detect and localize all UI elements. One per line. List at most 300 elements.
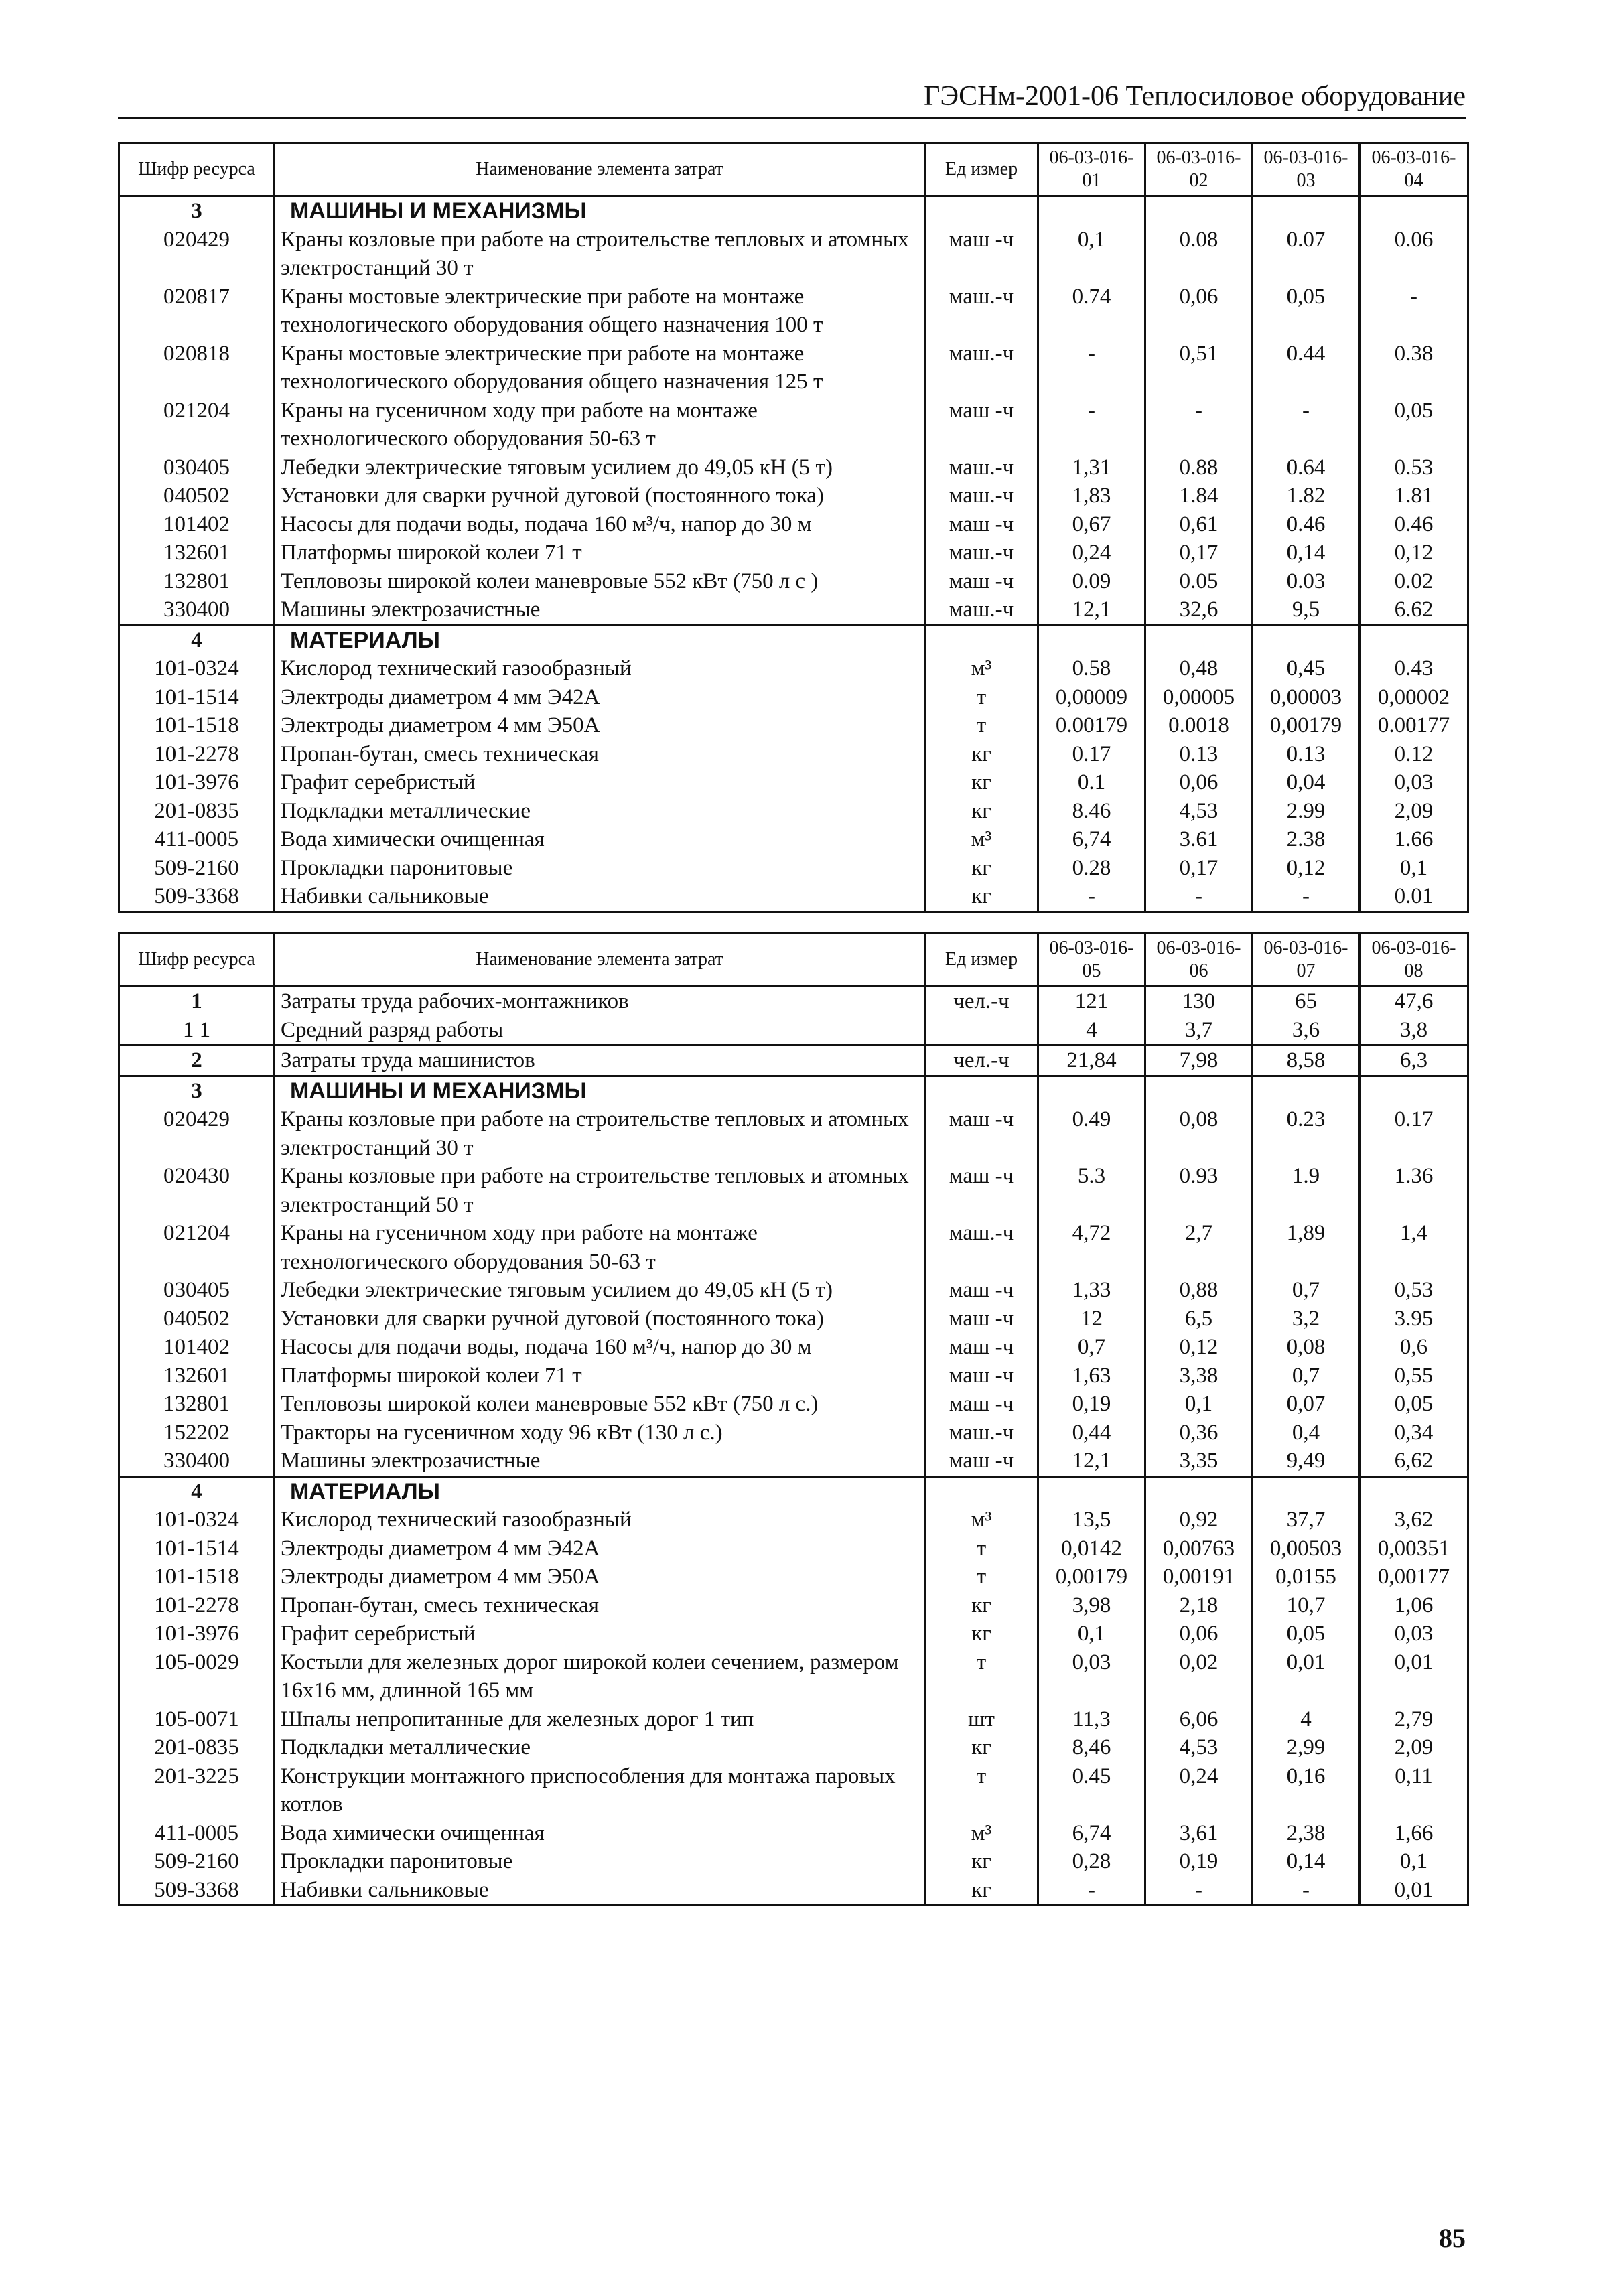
value-cell: 0.09 bbox=[1038, 567, 1145, 596]
value-cell: 4,53 bbox=[1145, 1733, 1253, 1762]
value-cell: 0.45 bbox=[1038, 1762, 1145, 1819]
resource-code-cell: 021204 bbox=[119, 1219, 275, 1276]
table-row bbox=[119, 1333, 1468, 1362]
value-cell: 0,05 bbox=[1360, 397, 1468, 453]
value-cell: 3,38 bbox=[1145, 1362, 1253, 1390]
value-cell: 0,06 bbox=[1145, 768, 1253, 797]
value-cell: 6,74 bbox=[1038, 825, 1145, 854]
table-row bbox=[119, 539, 1468, 567]
value-cell: 0,00179 bbox=[1038, 1563, 1145, 1591]
section-row bbox=[119, 1476, 1468, 1506]
value-cell: 2,18 bbox=[1145, 1591, 1253, 1620]
table-row bbox=[119, 1591, 1468, 1620]
resource-code-cell: 101-2278 bbox=[119, 740, 275, 769]
value-cell: 0.38 bbox=[1360, 340, 1468, 397]
value-cell: - bbox=[1253, 1876, 1360, 1906]
value-cell bbox=[1360, 1076, 1468, 1105]
value-cell: 1.66 bbox=[1360, 825, 1468, 854]
value-cell: 8,46 bbox=[1038, 1733, 1145, 1762]
resource-name-cell: Костыли для железных дорог широкой колеи сечением, размером 16х16 мм, длинной 165 мм bbox=[275, 1648, 925, 1705]
resource-name-cell: Насосы для подачи воды, подача 160 м³/ч, напор до 30 м bbox=[275, 1333, 925, 1362]
resource-name-cell: Лебедки электрические тяговым усилием до 49,05 кН (5 т) bbox=[275, 453, 925, 482]
section-row bbox=[119, 625, 1468, 654]
value-cell: 0,05 bbox=[1360, 1390, 1468, 1419]
value-cell: 0,53 bbox=[1360, 1276, 1468, 1305]
resource-name-cell: Графит серебристый bbox=[275, 768, 925, 797]
resource-code-cell: 020818 bbox=[119, 340, 275, 397]
value-cell: 130 bbox=[1145, 987, 1253, 1016]
table-header-row bbox=[119, 934, 1468, 987]
resource-code-cell: 101402 bbox=[119, 510, 275, 539]
table-row bbox=[119, 1620, 1468, 1648]
value-cell: 0,00351 bbox=[1360, 1534, 1468, 1563]
page-header bbox=[118, 79, 1466, 119]
value-cell: 8.46 bbox=[1038, 797, 1145, 826]
value-cell: 0,00003 bbox=[1253, 683, 1360, 712]
resource-code-cell: 040502 bbox=[119, 1305, 275, 1334]
value-cell: 0,16 bbox=[1253, 1762, 1360, 1819]
value-cell: 0,00005 bbox=[1145, 683, 1253, 712]
value-cell: 0,0155 bbox=[1253, 1563, 1360, 1591]
value-cell: 0.00177 bbox=[1360, 711, 1468, 740]
table-row bbox=[119, 1819, 1468, 1848]
value-cell: - bbox=[1360, 283, 1468, 340]
resource-name-cell: Набивки сальниковые bbox=[275, 882, 925, 912]
value-cell: 6,06 bbox=[1145, 1705, 1253, 1734]
value-cell: 3.95 bbox=[1360, 1305, 1468, 1334]
table-row bbox=[119, 1105, 1468, 1162]
value-cell bbox=[1253, 196, 1360, 226]
resource-name-cell: Вода химически очищенная bbox=[275, 1819, 925, 1848]
resource-code-cell: 105-0029 bbox=[119, 1648, 275, 1705]
table-row bbox=[119, 1762, 1468, 1819]
value-cell: - bbox=[1253, 882, 1360, 912]
col-header-code: Шифр ресурса bbox=[119, 143, 275, 196]
col-header-code: Шифр ресурса bbox=[119, 934, 275, 987]
unit-cell: м³ bbox=[925, 1506, 1038, 1534]
resource-name-cell: Графит серебристый bbox=[275, 1620, 925, 1648]
value-cell bbox=[1360, 1476, 1468, 1506]
unit-cell bbox=[925, 1476, 1038, 1506]
value-cell: 0.93 bbox=[1145, 1162, 1253, 1219]
unit-cell: маш.-ч bbox=[925, 595, 1038, 625]
value-cell: 3.61 bbox=[1145, 825, 1253, 854]
col-header-unit: Ед измер bbox=[925, 143, 1038, 196]
value-cell: 0,11 bbox=[1360, 1762, 1468, 1819]
resource-name-cell: Краны козловые при работе на строительстве тепловых и атомных электростанций 50 т bbox=[275, 1162, 925, 1219]
value-cell: 6,3 bbox=[1360, 1046, 1468, 1076]
resource-table-2 bbox=[118, 932, 1469, 1906]
value-cell: 1.84 bbox=[1145, 482, 1253, 510]
value-cell: - bbox=[1038, 397, 1145, 453]
value-cell: 3,8 bbox=[1360, 1016, 1468, 1046]
unit-cell: маш.-ч bbox=[925, 340, 1038, 397]
unit-cell: маш -ч bbox=[925, 1105, 1038, 1162]
table-row bbox=[119, 1847, 1468, 1876]
resource-code-cell: 1 bbox=[119, 987, 275, 1016]
value-cell: 0.46 bbox=[1253, 510, 1360, 539]
value-cell: 0,00177 bbox=[1360, 1563, 1468, 1591]
value-cell: - bbox=[1145, 882, 1253, 912]
resource-code-cell: 509-3368 bbox=[119, 1876, 275, 1906]
unit-cell bbox=[925, 196, 1038, 226]
col-header-code-1: 06-03-016-01 bbox=[1038, 143, 1145, 196]
value-cell: 47,6 bbox=[1360, 987, 1468, 1016]
value-cell: 4 bbox=[1038, 1016, 1145, 1046]
unit-cell: чел.-ч bbox=[925, 1046, 1038, 1076]
value-cell: 0,01 bbox=[1360, 1876, 1468, 1906]
resource-name-cell: Краны мостовые электрические при работе на монтаже технологического оборудования общего назначения 100 т bbox=[275, 283, 925, 340]
value-cell: 121 bbox=[1038, 987, 1145, 1016]
value-cell: 9,49 bbox=[1253, 1447, 1360, 1476]
unit-cell: маш -ч bbox=[925, 1362, 1038, 1390]
resource-code-cell: 101-1514 bbox=[119, 683, 275, 712]
value-cell bbox=[1360, 625, 1468, 654]
unit-cell: кг bbox=[925, 1847, 1038, 1876]
resource-name-cell: Кислород технический газообразный bbox=[275, 1506, 925, 1534]
table-row bbox=[119, 1447, 1468, 1476]
resource-code-cell: 509-3368 bbox=[119, 882, 275, 912]
unit-cell: т bbox=[925, 711, 1038, 740]
value-cell: 3,2 bbox=[1253, 1305, 1360, 1334]
value-cell: 2.99 bbox=[1253, 797, 1360, 826]
section-row bbox=[119, 1076, 1468, 1105]
value-cell: 5.3 bbox=[1038, 1162, 1145, 1219]
resource-name-cell: Насосы для подачи воды, подача 160 м³/ч, напор до 30 м bbox=[275, 510, 925, 539]
table-row bbox=[119, 768, 1468, 797]
resource-code-cell: 3 bbox=[119, 196, 275, 226]
value-cell: 0.64 bbox=[1253, 453, 1360, 482]
value-cell bbox=[1145, 196, 1253, 226]
value-cell: 37,7 bbox=[1253, 1506, 1360, 1534]
resource-name-cell: Прокладки паронитовые bbox=[275, 1847, 925, 1876]
value-cell: 12,1 bbox=[1038, 1447, 1145, 1476]
section-row bbox=[119, 196, 1468, 226]
value-cell: 0.02 bbox=[1360, 567, 1468, 596]
unit-cell: кг bbox=[925, 740, 1038, 769]
value-cell: 0,01 bbox=[1253, 1648, 1360, 1705]
value-cell: 0,12 bbox=[1253, 854, 1360, 883]
value-cell: 10,7 bbox=[1253, 1591, 1360, 1620]
unit-cell bbox=[925, 1076, 1038, 1105]
unit-cell: кг bbox=[925, 768, 1038, 797]
value-cell: 0.06 bbox=[1360, 226, 1468, 283]
value-cell: 0.58 bbox=[1038, 654, 1145, 683]
page-number: 85 bbox=[1439, 2223, 1466, 2253]
resource-name-cell: Машины электрозачистные bbox=[275, 1447, 925, 1476]
value-cell: 0.43 bbox=[1360, 654, 1468, 683]
value-cell: 0,03 bbox=[1360, 1620, 1468, 1648]
value-cell: 0.0018 bbox=[1145, 711, 1253, 740]
resource-code-cell: 201-0835 bbox=[119, 797, 275, 826]
unit-cell: маш -ч bbox=[925, 1305, 1038, 1334]
value-cell: 0,28 bbox=[1038, 1847, 1145, 1876]
resource-name-cell: МАШИНЫ И МЕХАНИЗМЫ bbox=[275, 196, 925, 226]
value-cell: 1,06 bbox=[1360, 1591, 1468, 1620]
value-cell: 3,62 bbox=[1360, 1506, 1468, 1534]
resource-code-cell: 101-0324 bbox=[119, 654, 275, 683]
unit-cell: маш -ч bbox=[925, 510, 1038, 539]
table-row bbox=[119, 567, 1468, 596]
unit-cell: чел.-ч bbox=[925, 987, 1038, 1016]
table-row bbox=[119, 1534, 1468, 1563]
resource-code-cell: 152202 bbox=[119, 1419, 275, 1447]
section-row bbox=[119, 1046, 1468, 1076]
unit-cell: кг bbox=[925, 797, 1038, 826]
value-cell: 0,1 bbox=[1145, 1390, 1253, 1419]
value-cell bbox=[1145, 1476, 1253, 1506]
col-header-code-6: 06-03-016-06 bbox=[1145, 934, 1253, 987]
value-cell: 21,84 bbox=[1038, 1046, 1145, 1076]
resource-code-cell: 101-3976 bbox=[119, 1620, 275, 1648]
value-cell: 0.74 bbox=[1038, 283, 1145, 340]
resource-code-cell: 030405 bbox=[119, 453, 275, 482]
unit-cell: маш.-ч bbox=[925, 1219, 1038, 1276]
value-cell: 0,03 bbox=[1038, 1648, 1145, 1705]
resource-code-cell: 411-0005 bbox=[119, 1819, 275, 1848]
value-cell: 0.00179 bbox=[1038, 711, 1145, 740]
col-header-code-2: 06-03-016-02 bbox=[1145, 143, 1253, 196]
value-cell bbox=[1145, 625, 1253, 654]
value-cell: 0,05 bbox=[1253, 1620, 1360, 1648]
value-cell: 0,12 bbox=[1360, 539, 1468, 567]
resource-name-cell: МАТЕРИАЛЫ bbox=[275, 1476, 925, 1506]
resource-name-cell: Краны мостовые электрические при работе на монтаже технологического оборудования общего назначения 125 т bbox=[275, 340, 925, 397]
value-cell: 0.03 bbox=[1253, 567, 1360, 596]
value-cell: 0,08 bbox=[1145, 1105, 1253, 1162]
value-cell: 0.23 bbox=[1253, 1105, 1360, 1162]
value-cell: 12 bbox=[1038, 1305, 1145, 1334]
unit-cell: т bbox=[925, 1563, 1038, 1591]
value-cell: 0,02 bbox=[1145, 1648, 1253, 1705]
value-cell: 6,5 bbox=[1145, 1305, 1253, 1334]
unit-cell: кг bbox=[925, 1733, 1038, 1762]
value-cell: - bbox=[1145, 397, 1253, 453]
table-row bbox=[119, 397, 1468, 453]
resource-code-cell: 330400 bbox=[119, 1447, 275, 1476]
table-row bbox=[119, 1362, 1468, 1390]
value-cell bbox=[1038, 196, 1145, 226]
value-cell: 0,55 bbox=[1360, 1362, 1468, 1390]
unit-cell: маш -ч bbox=[925, 226, 1038, 283]
value-cell: 0,04 bbox=[1253, 768, 1360, 797]
resource-name-cell: Машины электрозачистные bbox=[275, 595, 925, 625]
value-cell: 1,33 bbox=[1038, 1276, 1145, 1305]
value-cell: 0,00179 bbox=[1253, 711, 1360, 740]
unit-cell: маш.-ч bbox=[925, 283, 1038, 340]
table-row bbox=[119, 510, 1468, 539]
value-cell: 4 bbox=[1253, 1705, 1360, 1734]
value-cell: 4,53 bbox=[1145, 797, 1253, 826]
unit-cell: т bbox=[925, 1534, 1038, 1563]
value-cell: 0,34 bbox=[1360, 1419, 1468, 1447]
resource-code-cell: 3 bbox=[119, 1076, 275, 1105]
value-cell: 2.38 bbox=[1253, 825, 1360, 854]
value-cell bbox=[1253, 625, 1360, 654]
unit-cell bbox=[925, 1016, 1038, 1046]
resource-code-cell: 509-2160 bbox=[119, 854, 275, 883]
resource-name-cell: Электроды диаметром 4 мм Э42А bbox=[275, 683, 925, 712]
resource-name-cell: Конструкции монтажного приспособления для монтажа паровых котлов bbox=[275, 1762, 925, 1819]
value-cell: 0,36 bbox=[1145, 1419, 1253, 1447]
table-row bbox=[119, 654, 1468, 683]
unit-cell: маш -ч bbox=[925, 1390, 1038, 1419]
unit-cell: маш -ч bbox=[925, 397, 1038, 453]
unit-cell: т bbox=[925, 1648, 1038, 1705]
value-cell: - bbox=[1038, 882, 1145, 912]
value-cell: 0,7 bbox=[1253, 1362, 1360, 1390]
value-cell bbox=[1038, 1076, 1145, 1105]
value-cell: 0,24 bbox=[1038, 539, 1145, 567]
resource-name-cell: Средний разряд работы bbox=[275, 1016, 925, 1046]
value-cell: 0.05 bbox=[1145, 567, 1253, 596]
unit-cell: маш -ч bbox=[925, 1162, 1038, 1219]
table-row bbox=[119, 340, 1468, 397]
value-cell: 0,6 bbox=[1360, 1333, 1468, 1362]
value-cell: 0,0142 bbox=[1038, 1534, 1145, 1563]
resource-name-cell: Тепловозы широкой колеи маневровые 552 кВт (750 л с.) bbox=[275, 1390, 925, 1419]
value-cell: 13,5 bbox=[1038, 1506, 1145, 1534]
value-cell: 0.46 bbox=[1360, 510, 1468, 539]
value-cell: 0.88 bbox=[1145, 453, 1253, 482]
value-cell: 0,05 bbox=[1253, 283, 1360, 340]
value-cell: 3,35 bbox=[1145, 1447, 1253, 1476]
table-row bbox=[119, 1305, 1468, 1334]
value-cell: 2,38 bbox=[1253, 1819, 1360, 1848]
unit-cell: маш.-ч bbox=[925, 539, 1038, 567]
value-cell: 3,6 bbox=[1253, 1016, 1360, 1046]
resource-table-1 bbox=[118, 142, 1469, 913]
value-cell: 9,5 bbox=[1253, 595, 1360, 625]
value-cell: 6,62 bbox=[1360, 1447, 1468, 1476]
value-cell bbox=[1253, 1476, 1360, 1506]
table-row bbox=[119, 1276, 1468, 1305]
col-header-name: Наименование элемента затрат bbox=[275, 934, 925, 987]
value-cell: 0,51 bbox=[1145, 340, 1253, 397]
value-cell bbox=[1253, 1076, 1360, 1105]
value-cell: 0,00009 bbox=[1038, 683, 1145, 712]
page-header-title: ГЭСНм-2001-06 Теплосиловое оборудование bbox=[924, 81, 1466, 112]
value-cell: 0.49 bbox=[1038, 1105, 1145, 1162]
col-header-code-5: 06-03-016-05 bbox=[1038, 934, 1145, 987]
resource-name-cell: Затраты труда рабочих-монтажников bbox=[275, 987, 925, 1016]
resource-code-cell: 021204 bbox=[119, 397, 275, 453]
resource-code-cell: 1 1 bbox=[119, 1016, 275, 1046]
table-row bbox=[119, 1705, 1468, 1734]
table-row bbox=[119, 740, 1468, 769]
value-cell: 0,7 bbox=[1253, 1276, 1360, 1305]
value-cell: 0.28 bbox=[1038, 854, 1145, 883]
resource-name-cell: Прокладки паронитовые bbox=[275, 854, 925, 883]
value-cell: 0.1 bbox=[1038, 768, 1145, 797]
value-cell: 0,44 bbox=[1038, 1419, 1145, 1447]
value-cell: 0,67 bbox=[1038, 510, 1145, 539]
value-cell: 0,17 bbox=[1145, 539, 1253, 567]
value-cell: 3,61 bbox=[1145, 1819, 1253, 1848]
value-cell: 0,08 bbox=[1253, 1333, 1360, 1362]
value-cell: 3,98 bbox=[1038, 1591, 1145, 1620]
table-row bbox=[119, 882, 1468, 912]
value-cell: - bbox=[1038, 340, 1145, 397]
resource-code-cell: 4 bbox=[119, 625, 275, 654]
resource-name-cell: Подкладки металлические bbox=[275, 1733, 925, 1762]
resource-code-cell: 040502 bbox=[119, 482, 275, 510]
value-cell: 1.81 bbox=[1360, 482, 1468, 510]
unit-cell: маш -ч bbox=[925, 1447, 1038, 1476]
value-cell: 0.53 bbox=[1360, 453, 1468, 482]
resource-name-cell: Электроды диаметром 4 мм Э42А bbox=[275, 1534, 925, 1563]
table-row bbox=[119, 711, 1468, 740]
resource-name-cell: Тепловозы широкой колеи маневровые 552 кВт (750 л с ) bbox=[275, 567, 925, 596]
value-cell: 0,24 bbox=[1145, 1762, 1253, 1819]
value-cell: 0,00191 bbox=[1145, 1563, 1253, 1591]
resource-code-cell: 020429 bbox=[119, 226, 275, 283]
value-cell: 1,66 bbox=[1360, 1819, 1468, 1848]
col-header-code-7: 06-03-016-07 bbox=[1253, 934, 1360, 987]
value-cell: 0,07 bbox=[1253, 1390, 1360, 1419]
value-cell: 6,74 bbox=[1038, 1819, 1145, 1848]
resource-name-cell: Лебедки электрические тяговым усилием до 49,05 кН (5 т) bbox=[275, 1276, 925, 1305]
resource-code-cell: 105-0071 bbox=[119, 1705, 275, 1734]
unit-cell: м³ bbox=[925, 825, 1038, 854]
resource-name-cell: Кислород технический газообразный bbox=[275, 654, 925, 683]
value-cell: 0,92 bbox=[1145, 1506, 1253, 1534]
unit-cell: маш.-ч bbox=[925, 1419, 1038, 1447]
resource-name-cell: Пропан-бутан, смесь техническая bbox=[275, 740, 925, 769]
resource-name-cell: Шпалы непропитанные для железных дорог 1 тип bbox=[275, 1705, 925, 1734]
table-row bbox=[119, 453, 1468, 482]
resource-code-cell: 132801 bbox=[119, 1390, 275, 1419]
resource-name-cell: Установки для сварки ручной дуговой (постоянного тока) bbox=[275, 482, 925, 510]
table-row bbox=[119, 1419, 1468, 1447]
col-header-code-8: 06-03-016-08 bbox=[1360, 934, 1468, 987]
value-cell: 0.08 bbox=[1145, 226, 1253, 283]
resource-name-cell: Набивки сальниковые bbox=[275, 1876, 925, 1906]
resource-name-cell: Электроды диаметром 4 мм Э50А bbox=[275, 1563, 925, 1591]
value-cell: 0,19 bbox=[1145, 1847, 1253, 1876]
table-row bbox=[119, 825, 1468, 854]
value-cell: - bbox=[1038, 1876, 1145, 1906]
table-row bbox=[119, 797, 1468, 826]
unit-cell: шт bbox=[925, 1705, 1038, 1734]
value-cell: 0,1 bbox=[1038, 226, 1145, 283]
resource-name-cell: Вода химически очищенная bbox=[275, 825, 925, 854]
value-cell: 4,72 bbox=[1038, 1219, 1145, 1276]
unit-cell bbox=[925, 625, 1038, 654]
unit-cell: кг bbox=[925, 1876, 1038, 1906]
value-cell: 1.36 bbox=[1360, 1162, 1468, 1219]
value-cell: 0.17 bbox=[1038, 740, 1145, 769]
value-cell: - bbox=[1253, 397, 1360, 453]
value-cell: 1,31 bbox=[1038, 453, 1145, 482]
value-cell: 0.44 bbox=[1253, 340, 1360, 397]
value-cell: 2,99 bbox=[1253, 1733, 1360, 1762]
value-cell: 0,19 bbox=[1038, 1390, 1145, 1419]
resource-name-cell: Краны на гусеничном ходу при работе на монтаже технологического оборудования 50-63 т bbox=[275, 1219, 925, 1276]
value-cell: 12,1 bbox=[1038, 595, 1145, 625]
unit-cell: т bbox=[925, 683, 1038, 712]
value-cell: 0,00002 bbox=[1360, 683, 1468, 712]
table-row bbox=[119, 1162, 1468, 1219]
col-header-name: Наименование элемента затрат bbox=[275, 143, 925, 196]
value-cell: 1.9 bbox=[1253, 1162, 1360, 1219]
value-cell: 0.12 bbox=[1360, 740, 1468, 769]
resource-code-cell: 132801 bbox=[119, 567, 275, 596]
value-cell: 1,83 bbox=[1038, 482, 1145, 510]
unit-cell: маш.-ч bbox=[925, 482, 1038, 510]
resource-name-cell: Краны козловые при работе на строительстве тепловых и атомных электростанций 30 т bbox=[275, 1105, 925, 1162]
value-cell: 0,48 bbox=[1145, 654, 1253, 683]
